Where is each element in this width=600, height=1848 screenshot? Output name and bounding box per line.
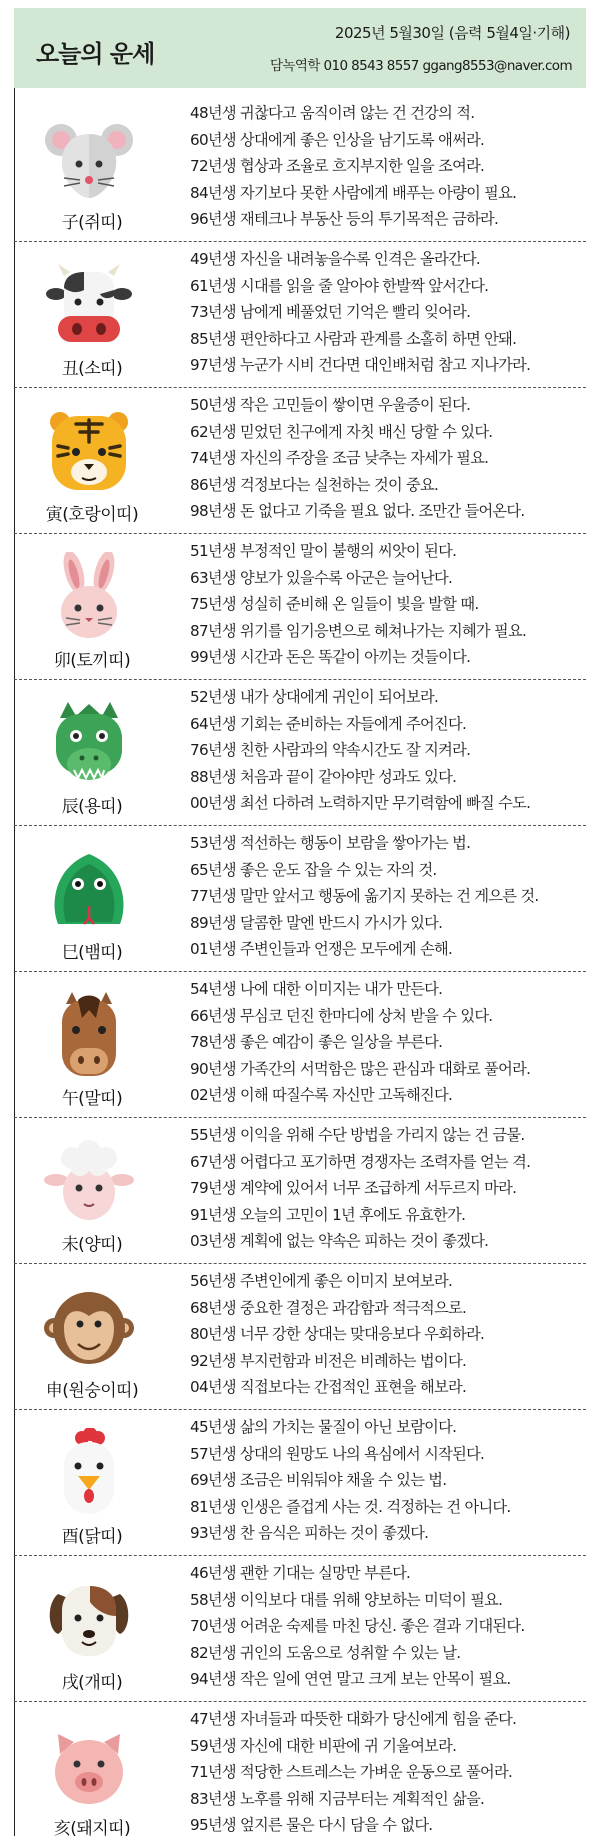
fortune-line: 46년생 괜한 기대는 실망만 부른다. (190, 1564, 411, 1582)
fortune-row-pig (14, 1702, 586, 1848)
fortune-line: 78년생 좋은 예감이 좋은 일상을 부른다. (190, 1033, 443, 1051)
fortune-row-dog (14, 1556, 586, 1702)
fortune-line: 54년생 나에 대한 이미지는 내가 만든다. (190, 980, 443, 998)
page-title: 오늘의 운세 (36, 40, 155, 68)
fortune-line: 01년생 주변인들과 언쟁은 모두에게 손해. (190, 940, 453, 958)
fortune-line: 98년생 돈 없다고 기죽을 필요 없다. 조만간 들어온다. (190, 502, 525, 520)
fortune-line: 95년생 엎지른 물은 다시 담을 수 없다. (190, 1816, 433, 1834)
fortune-line: 53년생 적선하는 행동이 보람을 쌓아가는 법. (190, 834, 471, 852)
sign-label: 酉(닭띠) (61, 1527, 123, 1547)
fortune-line: 92년생 부지런함과 비전은 비례하는 법이다. (190, 1351, 467, 1370)
monkey-icon (44, 1282, 134, 1372)
fortune-row-rabbit (14, 534, 586, 680)
fortune-line: 86년생 걱정보다는 실천하는 것이 중요. (190, 475, 439, 494)
fortune-line: 74년생 자신의 주장을 조금 낮추는 자세가 필요. (190, 449, 489, 467)
dog-icon (44, 1574, 134, 1664)
fortune-line: 99년생 시간과 돈은 똑같이 아끼는 것들이다. (190, 648, 471, 666)
fortune-line: 60년생 상대에게 좋은 인상을 남기도록 애써라. (190, 130, 485, 149)
sign-label: 亥(돼지띠) (53, 1819, 131, 1839)
fortune-line: 80년생 너무 강한 상대는 맞대응보다 우회하라. (190, 1325, 485, 1343)
sign-label: 戌(개띠) (61, 1673, 123, 1693)
fortune-line: 72년생 협상과 조율로 흐지부지한 일을 조여라. (190, 157, 485, 175)
fortune-line: 85년생 편안하다고 사람과 관계를 소홀히 하면 안돼. (190, 329, 517, 348)
fortune-line: 04년생 직접보다는 간접적인 표현을 해보라. (190, 1378, 467, 1396)
fortune-line: 97년생 누군가 시비 건다면 대인배처럼 참고 지나가라. (190, 356, 531, 374)
fortune-line: 83년생 노후를 위해 지금부터는 계획적인 삶을. (190, 1789, 485, 1808)
fortune-line: 56년생 주변인에게 좋은 이미지 보여보라. (190, 1272, 453, 1290)
fortune-row-snake (14, 826, 586, 972)
sign-label: 巳(뱀띠) (61, 943, 123, 963)
fortune-lines (190, 1560, 586, 1693)
fortune-row-sheep (14, 1118, 586, 1264)
sheep-icon (44, 1136, 134, 1226)
fortune-line: 84년생 자기보다 못한 사람에게 배푸는 아량이 필요. (190, 183, 517, 202)
fortune-line: 47년생 자녀들과 따뜻한 대화가 당신에게 힘을 준다. (190, 1710, 517, 1728)
fortune-line: 52년생 내가 상대에게 귀인이 되어보라. (190, 688, 439, 706)
fortune-lines (190, 976, 586, 1109)
fortune-lines (190, 1414, 586, 1547)
fortune-line: 96년생 재테크나 부동산 등의 투기목적은 금하라. (190, 210, 499, 228)
fortune-line: 76년생 친한 사람과의 약속시간도 잘 지켜라. (190, 741, 471, 759)
horse-icon (44, 990, 134, 1080)
fortune-row-rat (14, 96, 586, 242)
fortune-line: 68년생 중요한 결정은 과감함과 적극적으로. (190, 1298, 467, 1317)
fortune-lines (190, 538, 586, 671)
fortune-line: 50년생 작은 고민들이 쌓이면 우울증이 된다. (190, 396, 471, 414)
sign-label: 辰(용띠) (61, 797, 123, 817)
fortune-row-cow (14, 242, 586, 388)
rat-icon (44, 114, 134, 204)
fortune-line: 91년생 오늘의 고민이 1년 후에도 유효한가. (190, 1205, 466, 1224)
fortune-lines (190, 246, 586, 379)
fortune-line: 75년생 성실히 준비해 온 일들이 빛을 발할 때. (190, 595, 479, 613)
fortune-line: 55년생 이익을 위해 수단 방법을 가리지 않는 건 금물. (190, 1126, 525, 1144)
fortune-line: 81년생 인생은 즐겁게 사는 것. 걱정하는 건 아니다. (190, 1497, 511, 1516)
fortune-line: 94년생 작은 일에 연연 말고 크게 보는 안목이 필요. (190, 1670, 511, 1688)
rooster-icon (44, 1428, 134, 1518)
sign-label: 子(쥐띠) (61, 213, 123, 233)
fortune-line: 51년생 부정적인 말이 불행의 씨앗이 된다. (190, 542, 457, 560)
fortune-row-monkey (14, 1264, 586, 1410)
fortune-line: 45년생 삶의 가치는 물질이 아닌 보람이다. (190, 1418, 457, 1436)
tiger-icon (44, 406, 134, 496)
fortune-line: 00년생 최선 다하려 노력하지만 무기력함에 빠질 수도. (190, 794, 531, 812)
fortune-line: 62년생 믿었던 친구에게 자칫 배신 당할 수 있다. (190, 422, 493, 441)
fortune-line: 79년생 계약에 있어서 너무 조급하게 서두르지 마라. (190, 1179, 517, 1197)
header-banner (14, 8, 586, 88)
date-line: 2025년 5월30일 (음력 5월4일·기해) (334, 24, 570, 42)
contact-line: 담녹역학 010 8543 8557 ggang8553@naver.com (270, 58, 572, 74)
fortune-line: 58년생 이익보다 대를 위해 양보하는 미덕이 필요. (190, 1590, 503, 1609)
fortune-line: 71년생 적당한 스트레스는 가벼운 운동으로 풀어라. (190, 1763, 513, 1781)
fortune-lines (190, 830, 586, 963)
fortune-line: 63년생 양보가 있을수록 아군은 늘어난다. (190, 568, 453, 587)
fortune-line: 93년생 찬 음식은 피하는 것이 좋겠다. (190, 1524, 429, 1542)
sign-label: 卯(토끼띠) (53, 651, 131, 671)
fortune-line: 02년생 이해 따질수록 자신만 고독해진다. (190, 1086, 453, 1104)
fortune-line: 90년생 가족간의 서먹함은 많은 관심과 대화로 풀어라. (190, 1059, 531, 1078)
cow-icon (44, 260, 134, 350)
fortune-list (14, 96, 586, 1848)
sign-label: 午(말띠) (61, 1089, 123, 1109)
fortune-line: 69년생 조금은 비워둬야 채울 수 있는 법. (190, 1471, 447, 1489)
fortune-lines (190, 1122, 586, 1255)
fortune-lines (190, 100, 586, 233)
fortune-line: 61년생 시대를 읽을 줄 알아야 한발짝 앞서간다. (190, 276, 489, 295)
fortune-line: 66년생 무심코 던진 한마디에 상처 받을 수 있다. (190, 1006, 493, 1025)
sign-label: 未(양띠) (61, 1235, 123, 1255)
fortune-line: 87년생 위기를 임기응변으로 헤쳐나가는 지혜가 필요. (190, 621, 527, 640)
fortune-lines (190, 392, 586, 525)
fortune-line: 49년생 자신을 내려놓을수록 인격은 올라간다. (190, 250, 481, 268)
fortune-lines (190, 1268, 586, 1401)
fortune-line: 03년생 계획에 없는 약속은 피하는 것이 좋겠다. (190, 1232, 489, 1250)
fortune-lines (190, 684, 586, 817)
sign-label: 寅(호랑이띠) (45, 505, 139, 525)
fortune-row-rooster (14, 1410, 586, 1556)
fortune-line: 89년생 달콤한 말엔 반드시 가시가 있다. (190, 913, 443, 932)
fortune-row-horse (14, 972, 586, 1118)
fortune-line: 70년생 어려운 숙제를 마친 당신. 좋은 결과 기대된다. (190, 1617, 525, 1635)
fortune-line: 67년생 어렵다고 포기하면 경쟁자는 조력자를 얻는 격. (190, 1152, 531, 1171)
pig-icon (44, 1720, 134, 1810)
fortune-line: 88년생 처음과 끝이 같아야만 성과도 있다. (190, 767, 457, 786)
sign-label: 申(원숭이띠) (45, 1381, 139, 1401)
rabbit-icon (44, 552, 134, 642)
fortune-row-dragon (14, 680, 586, 826)
fortune-line: 64년생 기회는 준비하는 자들에게 주어진다. (190, 714, 467, 733)
fortune-line: 82년생 귀인의 도움으로 성취할 수 있는 날. (190, 1643, 461, 1662)
fortune-lines (190, 1706, 586, 1839)
fortune-row-tiger (14, 388, 586, 534)
fortune-line: 48년생 귀찮다고 움직이려 않는 건 건강의 적. (190, 104, 475, 122)
dragon-icon (44, 698, 134, 788)
fortune-line: 73년생 남에게 베풀었던 기억은 빨리 잊어라. (190, 303, 471, 321)
snake-icon (44, 844, 134, 934)
sign-label: 丑(소띠) (61, 359, 123, 379)
fortune-line: 65년생 좋은 운도 잡을 수 있는 자의 것. (190, 860, 437, 879)
fortune-line: 57년생 상대의 원망도 나의 욕심에서 시작된다. (190, 1444, 485, 1463)
fortune-line: 59년생 자신에 대한 비판에 귀 기울여보라. (190, 1736, 457, 1755)
fortune-line: 77년생 말만 앞서고 행동에 옮기지 못하는 건 게으른 것. (190, 887, 539, 905)
